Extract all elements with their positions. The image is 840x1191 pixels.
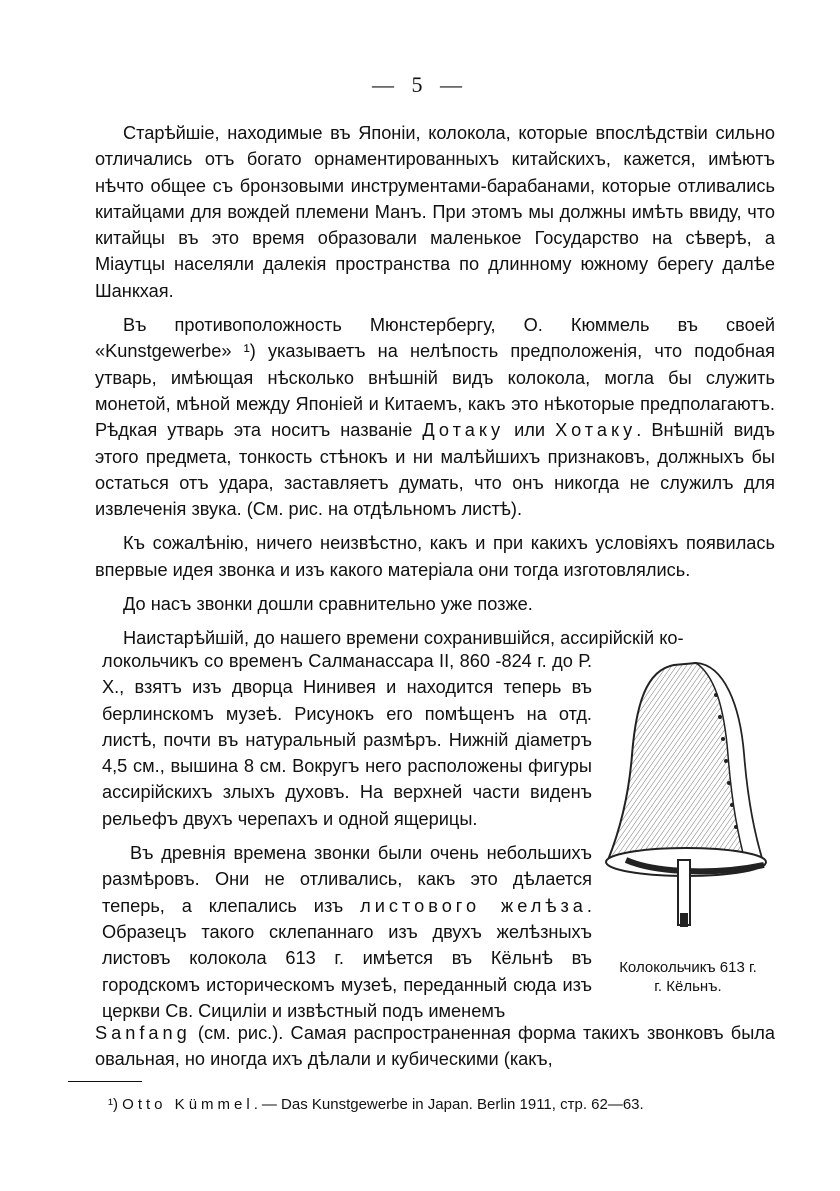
figure-caption (588, 958, 788, 996)
text-block-wrap (102, 648, 592, 1032)
caption-line-1: Колокольчикъ 613 г. (619, 959, 757, 976)
paragraph-2-a: Въ противоположность Мюнстербергу, О. Кюммель въ своей «Kunstgewerbe» ¹) указываетъ на нелѣпость предположенія, что подобная утварь, имѣющая нѣсколько внѣшній видъ колокола, могла бы служить монетой, мѣной между Японіей и Китаемъ, какъ это нѣкоторые предполагаютъ. Рѣдкая утварь эта носитъ названіе (95, 315, 775, 441)
paragraph-5-first-line: Наистарѣйшій, до нашего времени сохранившійся, ассирійскій ко- (123, 628, 684, 649)
footnote-divider (68, 1081, 142, 1082)
bell-illustration (596, 655, 786, 955)
term-dotaku: Дотаку (422, 420, 505, 441)
paragraph-5-rest: локольчикъ со временъ Салманассара II, 860 -824 г. до Р. Х., взятъ изъ дворца Нинивея и находится теперь въ берлинскомъ музеѣ. Рисунокъ его помѣщенъ на отд. листѣ, почти въ натуральный размѣръ. Нижній діаметръ 4,5 см., вышина 8 см. Вокругъ него расположены фигуры ассирійскихъ злыхъ духовъ. На верхней части виденъ рельефъ двухъ черепахъ и одной ящерицы. (102, 651, 592, 829)
footnote (108, 1096, 788, 1113)
paragraph-6 (102, 840, 592, 1024)
paragraph-4: До насъ звонки дошли сравнительно уже позже. (123, 594, 533, 615)
paragraph-2 (95, 312, 775, 522)
paragraph-3: Къ сожалѣнію, ничего неизвѣстно, какъ и при какихъ условіяхъ появилась впервые идея звонка и изъ какого матеріала они тогда изготовлялись. (95, 533, 775, 580)
term-sheet-iron: листового желѣза (360, 895, 587, 916)
caption-line-2: г. Кёльнъ. (654, 978, 722, 995)
term-sanfang: Sanfang (95, 1023, 191, 1043)
footnote-text: — Das Kunstgewerbe in Japan. Berlin 1911, стр. 62—63. (261, 1096, 644, 1113)
footnote-author: Otto Kümmel. (122, 1096, 262, 1113)
term-hotaku: Хотаку (555, 420, 637, 441)
paragraph-2-b: или (504, 420, 556, 441)
paragraph-6-b: . Образецъ такого склепаннаго изъ двухъ желѣзныхъ листовъ колокола 613 г. имѣется въ Кёльнѣ въ городскомъ историческомъ музеѣ, переданный сюда изъ церкви Св. Сициліи и извѣстный подъ именемъ (102, 895, 592, 1021)
footnote-mark: ¹) (108, 1096, 118, 1113)
paragraph-1: Старѣйшіе, находимые въ Японіи, колокола, которые впослѣдствіи сильно отличались отъ богато орнаментированныхъ китайскихъ, кажется, имѣютъ нѣчто общее съ бронзовыми инструментами-барабанами, которые отливались китайцами для вождей племени Манъ. При этомъ мы должны имѣть ввиду, что китайцы въ это время образовали маленькое Государство на сѣверѣ, а Міаутцы населяли далекія пространства по длинному южному берегу далѣе Шанкхая. (95, 123, 775, 301)
paragraph-6-a: Въ древнія времена звонки были очень небольшихъ размѣровъ. Они не отливались, какъ это дѣлается теперь, а клепались изъ (102, 843, 592, 916)
text-block-bottom (95, 1020, 775, 1081)
paragraph-7-b: (см. рис.). Самая распространенная форма такихъ звонковъ была овальная, но иногда ихъ дѣлали и кубическими (какъ, (95, 1023, 775, 1070)
page-number: — 5 — (372, 72, 468, 97)
paragraph-7 (95, 1020, 775, 1073)
paragraph-2-c: . Внѣшній видъ этого предмета, тонкость стѣнокъ и ни малѣйшихъ признаковъ, должныхъ бы остаться отъ удара, заставляетъ думать, что онъ никогда не служилъ для извлеченія звука. (См. рис. на отдѣльномъ листѣ). (95, 420, 775, 520)
text-block-top (95, 120, 775, 660)
